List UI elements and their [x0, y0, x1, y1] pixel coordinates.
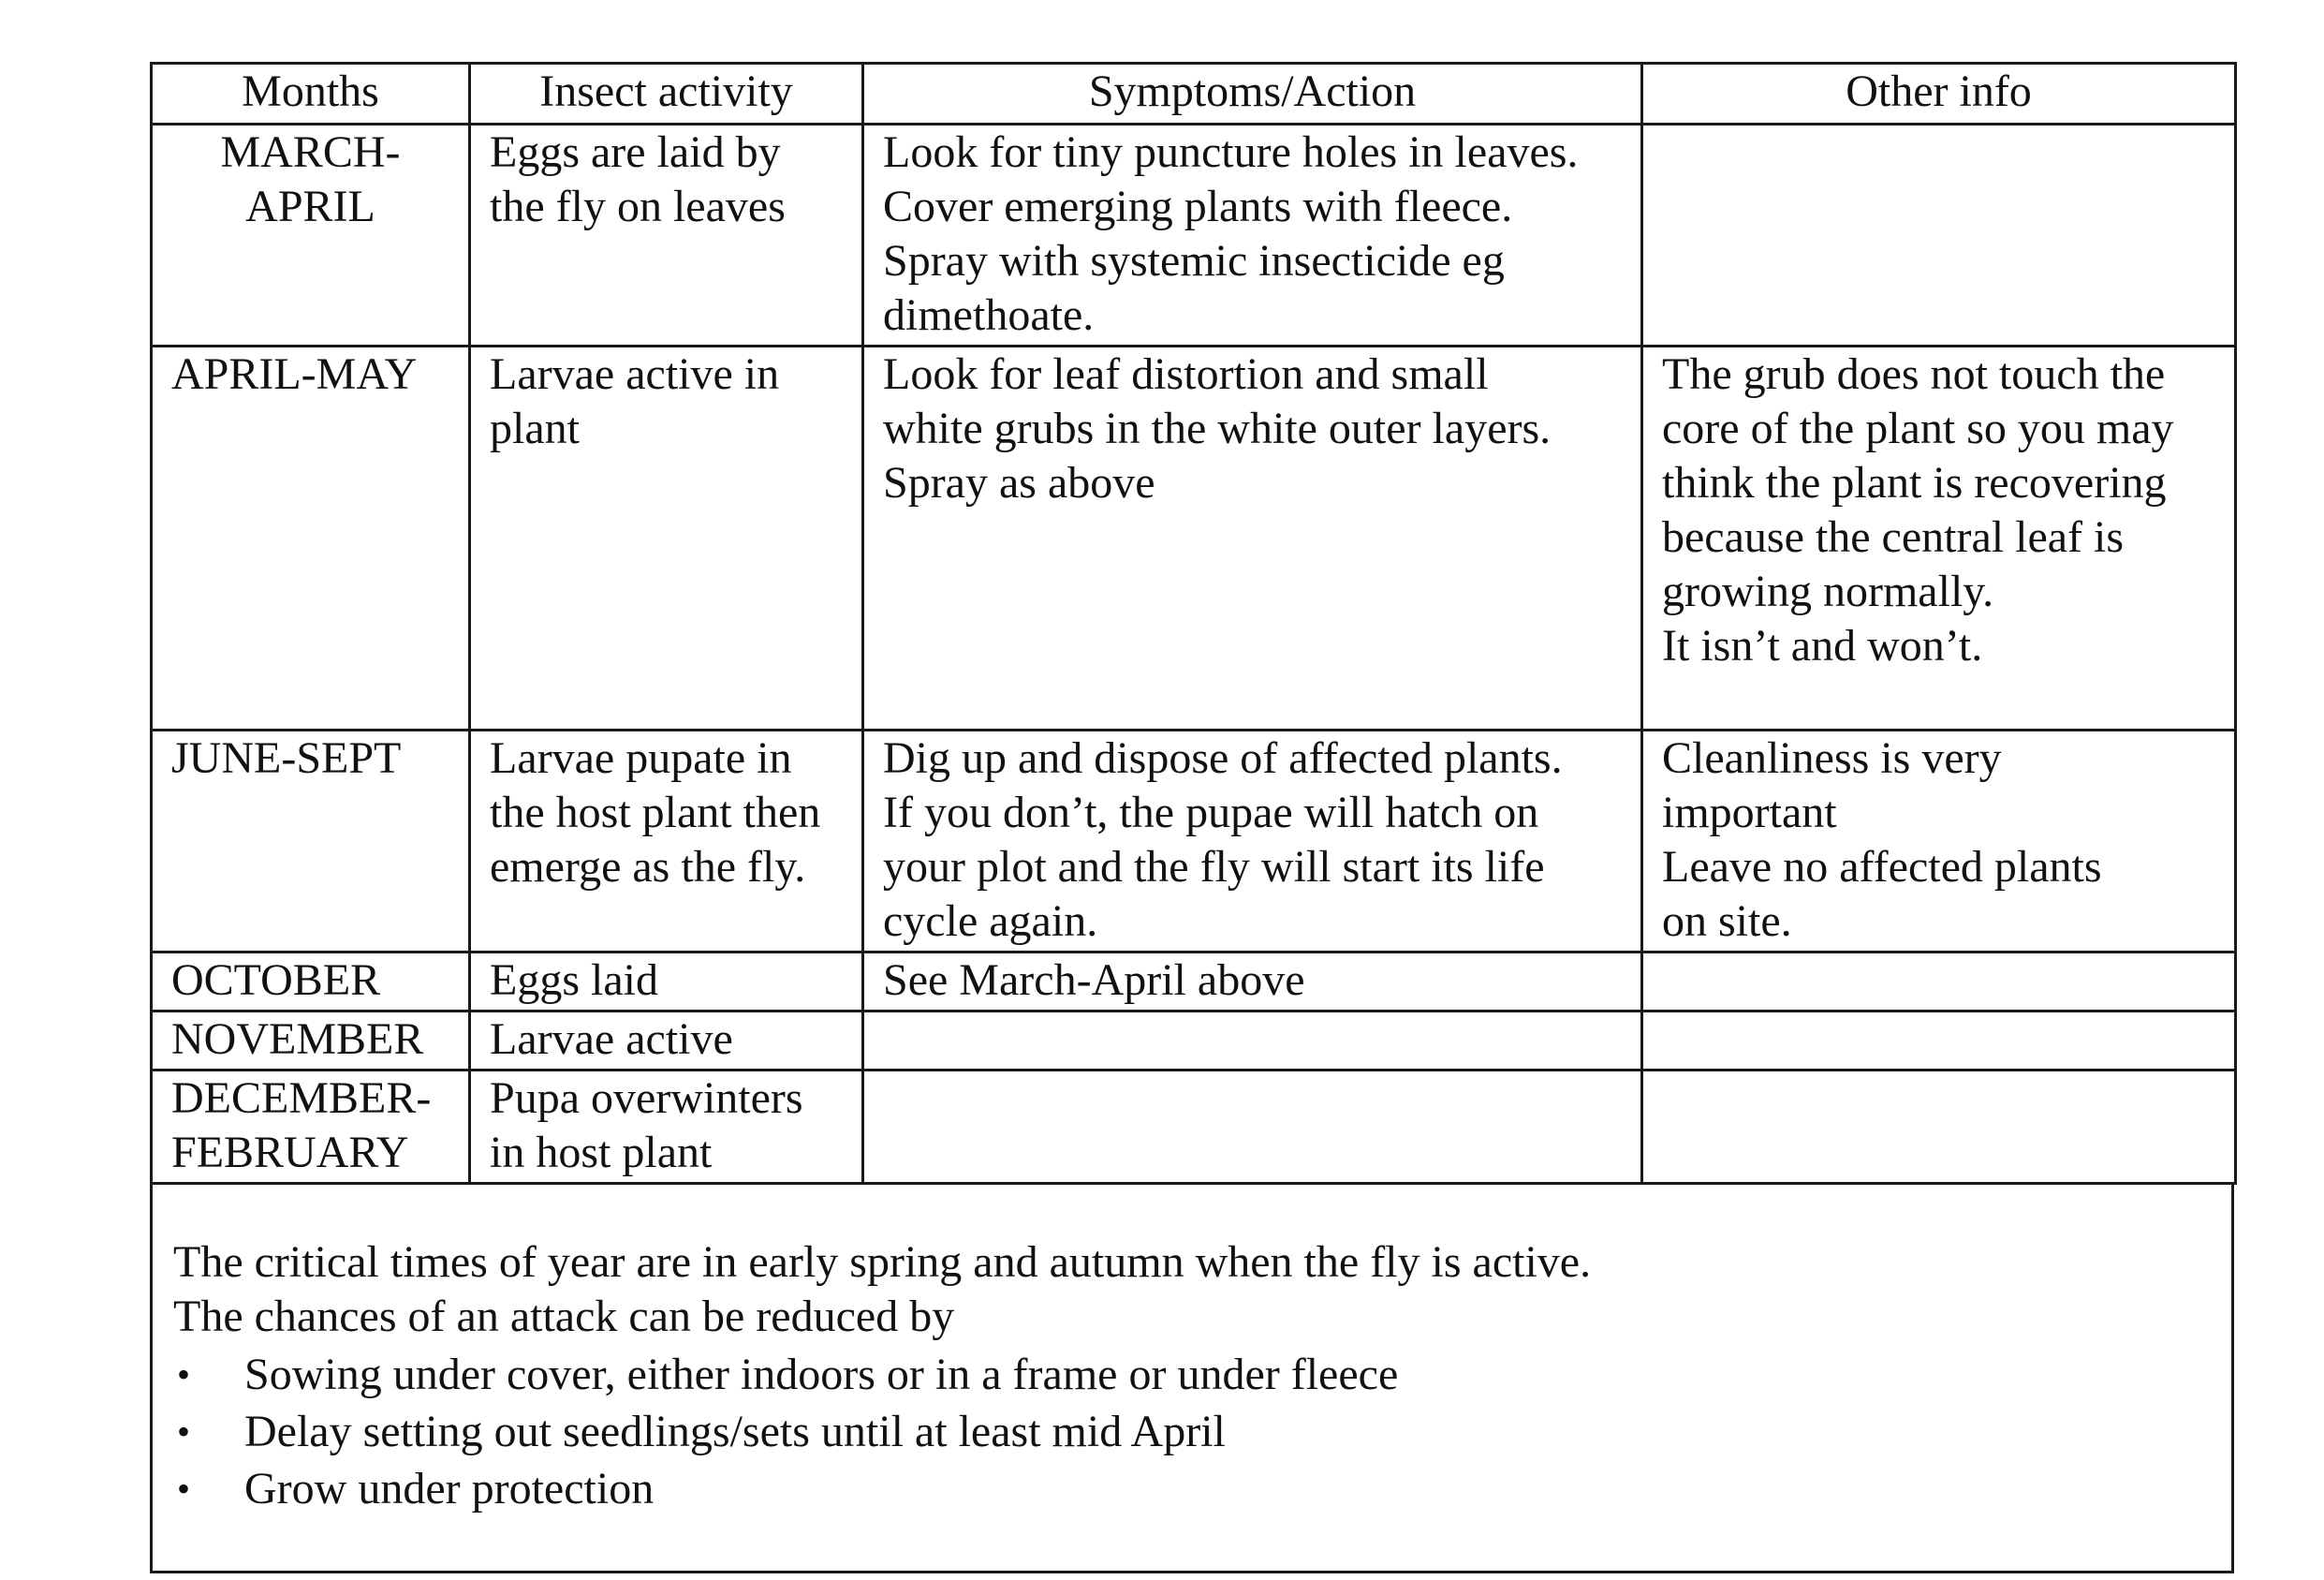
symptoms-action-cell: Dig up and dispose of affected plants. If you don’t, the pupae will hatch on your plot and the fly will start its life cycle again.: [863, 731, 1642, 952]
insect-activity-cell: Larvae active in plant: [470, 347, 863, 731]
other-info-cell: The grub does not touch the core of the plant so you may think the plant is recovering because the central leaf is growing normally. It isn’t and won’t.: [1642, 347, 2236, 731]
insect-activity-cell: Larvae active: [470, 1011, 863, 1071]
months-cell: APRIL-MAY: [152, 347, 470, 731]
table-row: [152, 952, 2236, 1011]
bullet-icon: •: [177, 1353, 191, 1395]
insect-activity-cell: Pupa overwinters in host plant: [470, 1071, 863, 1184]
table-row: [152, 1011, 2236, 1071]
list-item: [173, 1460, 2211, 1517]
header-months: Months: [152, 64, 470, 125]
table-header-row: [152, 64, 2236, 125]
months-cell: OCTOBER: [152, 952, 470, 1011]
other-info-cell: [1642, 1071, 2236, 1184]
table-row: [152, 125, 2236, 347]
insect-activity-cell: Eggs are laid by the fly on leaves: [470, 125, 863, 347]
months-cell: MARCH- APRIL: [152, 125, 470, 347]
list-item: [173, 1346, 2211, 1403]
table-row: [152, 347, 2236, 731]
insect-activity-cell: Larvae pupate in the host plant then emerge as the fly.: [470, 731, 863, 952]
notes-box: [150, 1185, 2234, 1573]
other-info-cell: [1642, 1011, 2236, 1071]
list-item-text: Sowing under cover, either indoors or in a frame or under fleece: [244, 1350, 1399, 1399]
other-info-cell: Cleanliness is very important Leave no affected plants on site.: [1642, 731, 2236, 952]
symptoms-action-cell: See March-April above: [863, 952, 1642, 1011]
months-cell: DECEMBER- FEBRUARY: [152, 1071, 470, 1184]
header-symptoms-action: Symptoms/Action: [863, 64, 1642, 125]
bullet-icon: •: [177, 1468, 191, 1510]
notes-bullet-list: [173, 1346, 2211, 1517]
symptoms-action-cell: Look for leaf distortion and small white grubs in the white outer layers. Spray as above: [863, 347, 1642, 731]
notes-intro: The chances of an attack can be reduced by: [173, 1292, 955, 1341]
list-item-text: Grow under protection: [244, 1464, 655, 1514]
bullet-icon: •: [177, 1410, 191, 1453]
document: [150, 62, 2234, 1573]
months-cell: JUNE-SEPT: [152, 731, 470, 952]
symptoms-action-cell: Look for tiny puncture holes in leaves. Cover emerging plants with fleece. Spray with systemic insecticide eg dimethoate.: [863, 125, 1642, 347]
list-item-text: Delay setting out seedlings/sets until at least mid April: [244, 1407, 1226, 1456]
table-row: [152, 1071, 2236, 1184]
symptoms-action-cell: [863, 1071, 1642, 1184]
months-cell: NOVEMBER: [152, 1011, 470, 1071]
symptoms-action-cell: [863, 1011, 1642, 1071]
list-item: [173, 1403, 2211, 1460]
table-row: [152, 731, 2236, 952]
header-insect-activity: Insect activity: [470, 64, 863, 125]
insect-activity-cell: Eggs laid: [470, 952, 863, 1011]
header-other-info: Other info: [1642, 64, 2236, 125]
pest-calendar-table: [150, 62, 2237, 1185]
other-info-cell: [1642, 952, 2236, 1011]
other-info-cell: [1642, 125, 2236, 347]
notes-critical-times: The critical times of year are in early spring and autumn when the fly is active.: [173, 1237, 1592, 1287]
